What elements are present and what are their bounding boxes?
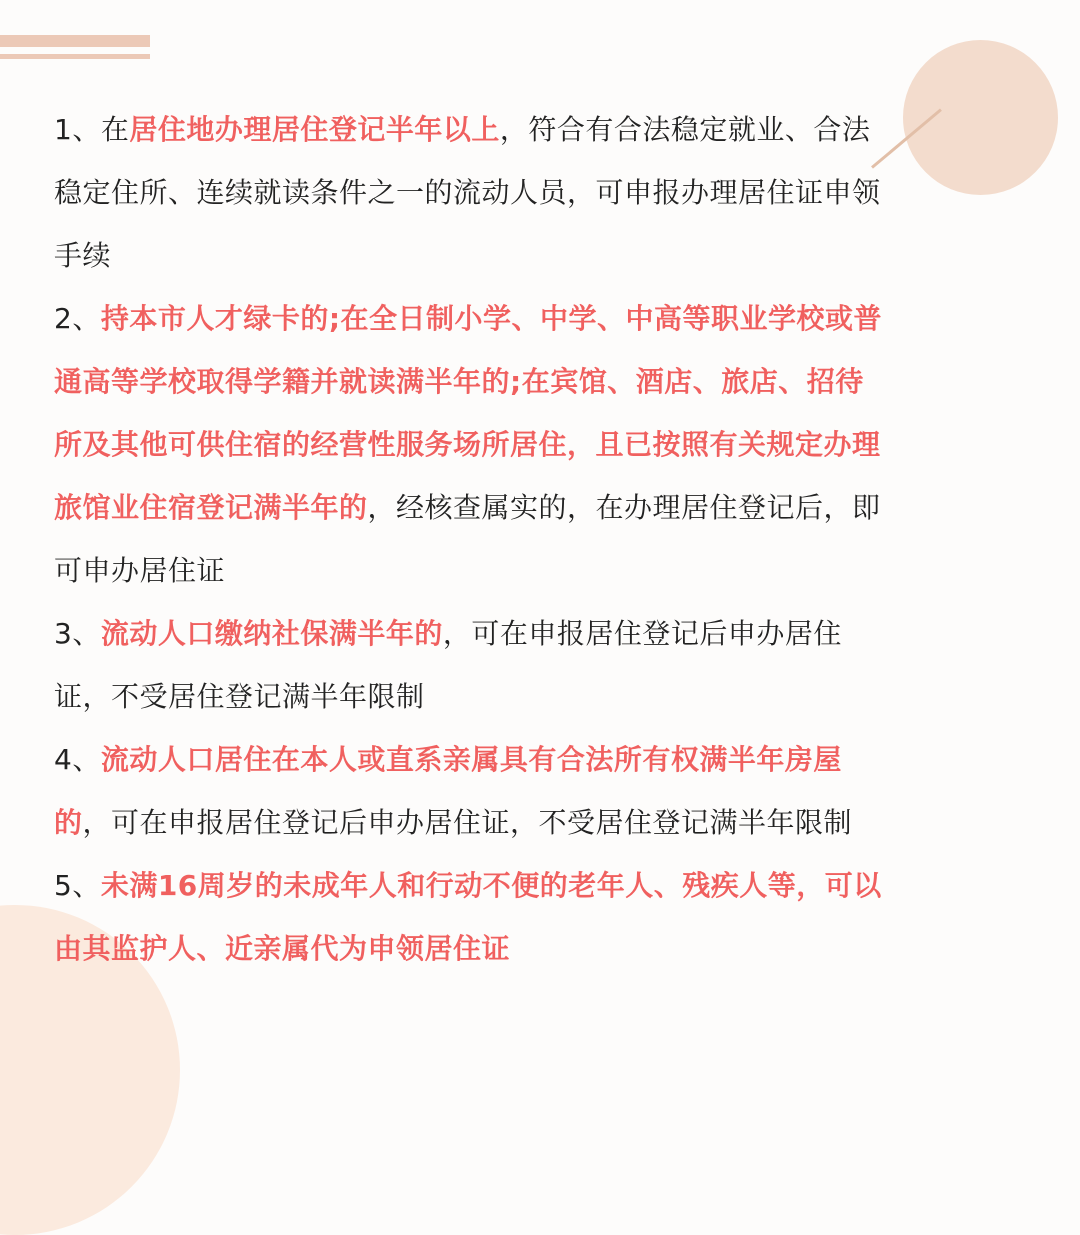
- item-number: 1、: [54, 113, 101, 146]
- list-item: [54, 98, 884, 287]
- decorative-bar-top: [0, 35, 150, 47]
- item-number: 3、: [54, 617, 101, 650]
- item-text: ，经核查属实的，在办理居住登记后，即可申办居住证: [54, 491, 881, 587]
- item-number: 5、: [54, 869, 101, 902]
- item-number: 2、: [54, 302, 101, 335]
- item-text: ，符合有合法稳定就业、合法稳定住所、连续就读条件之一的流动人员，可申报办理居住证申领手续: [54, 113, 881, 272]
- list-item: [54, 854, 884, 980]
- item-text: ，可在申报居住登记后申办居住证，不受居住登记满半年限制: [54, 617, 842, 713]
- list-item: [54, 602, 884, 728]
- decorative-bar-bottom: [0, 54, 150, 59]
- list-item: [54, 728, 884, 854]
- item-text: ，可在申报居住登记后申办居住证，不受居住登记满半年限制: [82, 806, 853, 839]
- item-highlight: 流动人口缴纳社保满半年的: [100, 617, 443, 650]
- requirements-list: [54, 98, 884, 980]
- decorative-circle-top-right: [903, 40, 1058, 195]
- item-highlight: 持本市人才绿卡的;在全日制小学、中学、中高等职业学校或普通高等学校取得学籍并就读满半年的;在宾馆、酒店、旅店、招待所及其他可供住宿的经营性服务场所居住，且已按照有关规定办理旅馆业住宿登记满半年的: [54, 302, 883, 524]
- item-highlight: 流动人口居住在本人或直系亲属具有合法所有权满半年房屋的: [54, 743, 842, 839]
- list-item: [54, 287, 884, 602]
- item-highlight: 居住地办理居住登记半年以上: [129, 113, 500, 146]
- item-highlight: 未满16周岁的未成年人和行动不便的老年人、残疾人等，可以由其监护人、近亲属代为申领居住证: [54, 869, 882, 965]
- item-number: 4、: [54, 743, 101, 776]
- item-text: 在: [100, 113, 130, 146]
